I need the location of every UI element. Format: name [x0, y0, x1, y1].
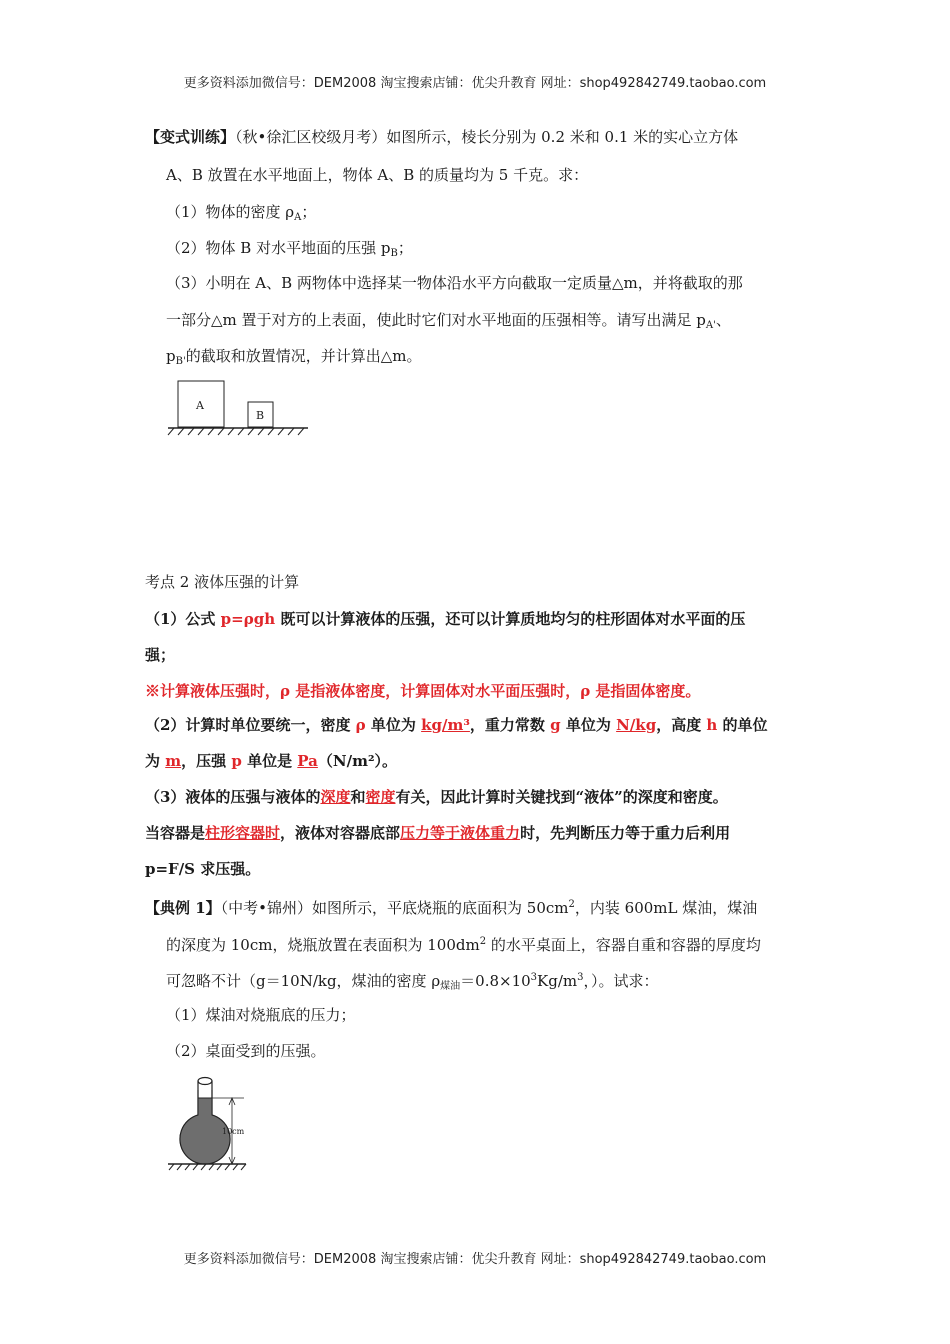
example-line-2: 的深度为 10cm，烧瓶放置在表面积为 $100dm^2$ 的水平桌面上，容器自重和容器的厚度均 — [166, 936, 761, 954]
section-point-4-cont: p=F/S 求压强。 — [145, 860, 261, 878]
section-note: ※计算液体压强时，ρ 是指液体密度，计算固体对水平面压强时，ρ 是指固体密度。 — [145, 682, 701, 700]
flask-figure — [160, 1072, 280, 1172]
section-point-3: （3）液体的压强与液体的深度和密度有关，因此计算时关键找到“液体”的深度和密度。 — [145, 788, 728, 806]
table-hatch — [169, 1164, 246, 1170]
variant-question-3-line-2: 一部分△m 置于对方的上表面，使此时它们对水平地面的压强相等。请写出满足 $p_{A'}$、 — [166, 311, 731, 331]
section-point-4: 当容器是柱形容器时，液体对容器底部压力等于液体重力时，先判断压力等于重力后利用 — [145, 824, 731, 842]
cubes-figure — [160, 375, 320, 440]
section-point-1: （1）公式 p=ρgh 既可以计算液体的压强，还可以计算质地均匀的柱形固体对水平面的压 — [145, 610, 746, 628]
section-title: 考点 2 液体压强的计算 — [145, 573, 300, 591]
variant-tag: 【变式训练】 — [145, 128, 236, 146]
page-header: 更多资料添加微信号：DEM2008 淘宝搜索店铺：优尖升教育 网址：shop492842749.taobao.com — [183, 76, 767, 91]
variant-line-2: A、B 放置在水平地面上，物体 A、B 的质量均为 5 千克。求： — [166, 166, 589, 184]
flask-mouth — [198, 1078, 212, 1085]
example-question-1: （1）煤油对烧瓶底的压力； — [166, 1006, 356, 1024]
example-line-3: 可忽略不计（g＝10N/kg，煤油的密度 $\rho_{煤油}=0.8\times 10^3Kg/m^3$，）。试求： — [166, 972, 659, 992]
section-point-2: （2）计算时单位要统一，密度 ρ 单位为 kg/m³，重力常数 g 单位为 N/kg，高度 h 的单位 — [145, 716, 768, 734]
variant-question-2: （2）物体 B 对水平地面的压强 $p_B$； — [166, 239, 413, 259]
section-point-2-cont: 为 m，压强 p 单位是 Pa（N/m²）。 — [145, 752, 398, 770]
ground-hatch — [168, 428, 304, 435]
page-footer: 更多资料添加微信号：DEM2008 淘宝搜索店铺：优尖升教育 网址：shop492842749.taobao.com — [183, 1252, 767, 1267]
variant-question-1: （1）物体的密度 $\rho_A$； — [166, 203, 317, 223]
example-tag: 【典例 1】 — [145, 899, 221, 917]
section-point-1-cont: 强； — [145, 646, 176, 664]
example-question-2: （2）桌面受到的压强。 — [166, 1042, 326, 1060]
variant-question-3-line-1: （3）小明在 A、B 两物体中选择某一物体沿水平方向截取一定质量△m，并将截取的那 — [166, 274, 743, 292]
variant-question-3-line-3: $p_{B'}$的截取和放置情况，并计算出△m。 — [166, 347, 422, 367]
variant-line-1: 【变式训练】（秋•徐汇区校级月考）如图所示，棱长分别为 0.2 米和 0.1 米的实心立方体 — [145, 128, 739, 146]
example-line-1: 【典例 1】（中考•锦州）如图所示，平底烧瓶的底面积为 $50cm^2$，内装 600mL 煤油，煤油 — [145, 899, 758, 917]
depth-label: 10cm — [222, 1127, 245, 1136]
cube-a-label: A — [196, 399, 204, 412]
cube-b-label: B — [256, 409, 265, 422]
